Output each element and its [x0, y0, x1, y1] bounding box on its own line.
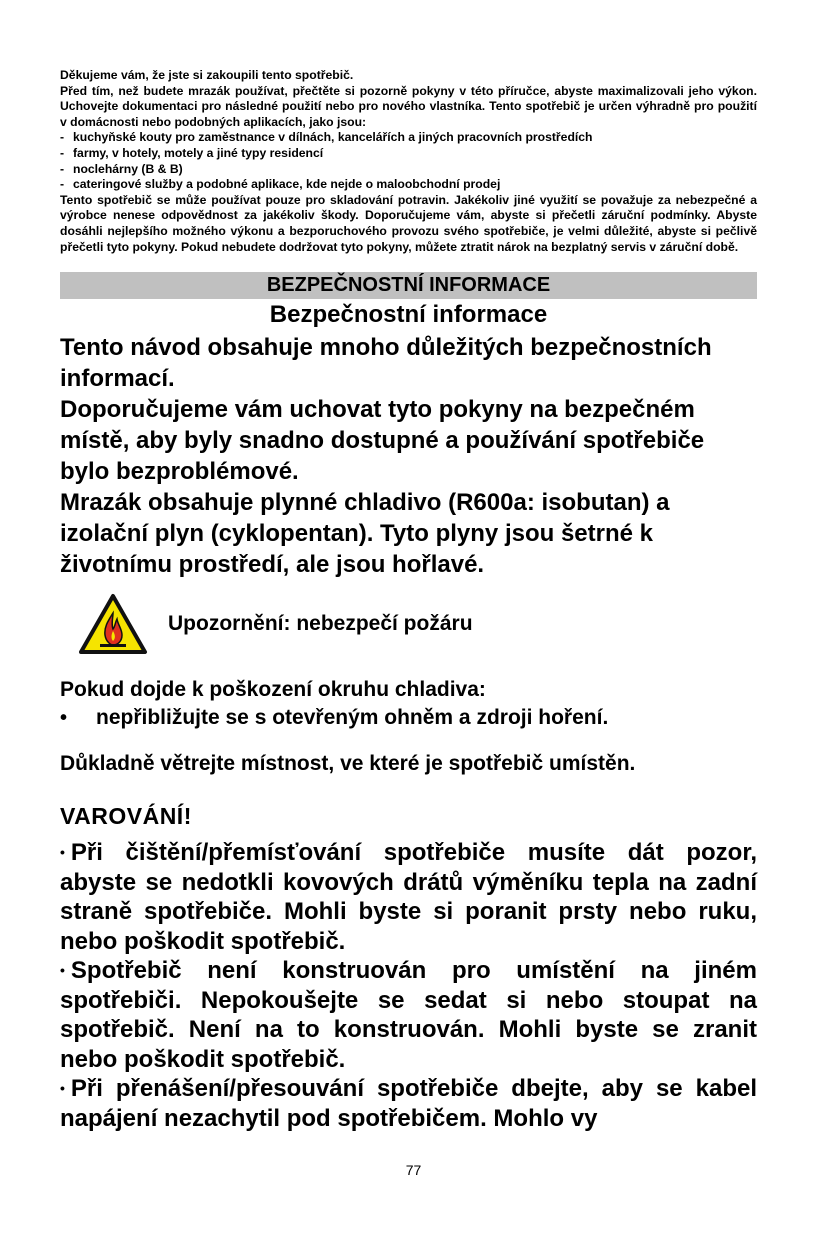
bullet-mark: • — [60, 962, 65, 979]
damage-bullet-text: nepřibližujte se s otevřeným ohněm a zdroji hoření. — [96, 706, 609, 730]
warning-item — [60, 956, 757, 1074]
list-item: - noclehárny (B & B) — [60, 162, 757, 178]
bullet-mark: • — [60, 707, 68, 730]
safety-text — [60, 332, 757, 580]
intro-thanks: Děkujeme vám, že jste si zakoupili tento spotřebič. — [60, 68, 354, 82]
warning-list — [60, 838, 757, 1133]
fire-warning — [60, 592, 757, 656]
ventilate-text: Důkladně větrejte místnost, ve které je spotřebič umístěn. — [60, 752, 636, 776]
manual-page — [60, 68, 757, 1133]
varovani-heading: VAROVÁNÍ! — [60, 803, 192, 830]
usage-list — [60, 130, 757, 192]
list-item: - kuchyňské kouty pro zaměstnance v dílnách, kancelářích a jiných pracovních prostředích — [60, 130, 757, 146]
safety-paragraph-2: Doporučujeme vám uchovat tyto pokyny na bezpečném místě, aby byly snadno dostupné a používání spotřebiče bylo bezproblémové. — [60, 396, 705, 486]
section-banner: BEZPEČNOSTNÍ INFORMACE — [60, 272, 757, 299]
warning-item-text: Při přenášení/přesouvání spotřebiče dbejte, aby se kabel napájení nezachytil pod spotřebičem. Mohlo vy — [60, 1075, 757, 1132]
bullet-mark: • — [60, 844, 65, 861]
safety-paragraph-3: Mrazák obsahuje plynné chladivo (R600a: isobutan) a izolační plyn (cyklopentan). Tyto plyny jsou šetrné k životnímu prostředí, ale jsou hořlavé. — [60, 489, 670, 579]
page-number: 77 — [405, 1162, 422, 1178]
safety-paragraph-1: Tento návod obsahuje mnoho důležitých bezpečnostních informací. — [60, 334, 712, 393]
bullet-mark: • — [60, 1080, 65, 1097]
list-item: - farmy, v hotely, motely a jiné typy residencí — [60, 146, 757, 162]
intro-section — [60, 68, 757, 255]
section-subtitle: Bezpečnostní informace — [269, 301, 548, 329]
intro-paragraph: Před tím, než budete mrazák používat, přečtěte si pozorně pokyny v této příručce, abyste maximalizovali jeho výkon. Uchovejte dokumentaci pro následné použití nebo pro nového vlastníka. Tento spotřebič je určen výhradně pro použití v domácnosti nebo podobných aplikacích, jako jsou: — [60, 83, 757, 129]
warning-item — [60, 1074, 757, 1133]
damage-heading: Pokud dojde k poškození okruhu chladiva: — [60, 678, 486, 702]
warning-item-text: Spotřebič není konstruován pro umístění na jiném spotřebiči. Nepokoušejte se sedat si nebo stoupat na spotřebič. Není na to konstruován. Mohli byste se zranit nebo poškodit spotřebič. — [60, 957, 757, 1073]
fire-hazard-warning-icon — [78, 593, 148, 655]
intro-usage-paragraph: Tento spotřebič se může používat pouze pro skladování potravin. Jakékoliv jiné využití se považuje za nebezpečné a výrobce nenese odpovědnost za jakékoliv škody. Doporučujeme vám, abyste si přečetli záruční podmínky. Abyste dosáhli nejlepšího možného výkonu a bezporuchového provozu svého spotřebiče, je velmi důležité, abyste si pečlivě přečetli tyto pokyny. Pokud nebudete dodržovat tyto pokyny, můžete ztratit nárok na bezplatný servis v záruční době. — [60, 192, 757, 254]
fire-warning-label: Upozornění: nebezpečí požáru — [168, 612, 473, 636]
warning-item-text: Při čištění/přemísťování spotřebiče musíte dát pozor, abyste se nedotkli kovových drátů výměníku tepla na zadní straně spotřebiče. Mohli byste si poranit prsty nebo ruku, nebo poškodit spotřebič. — [60, 839, 757, 955]
warning-item — [60, 838, 757, 956]
list-item: - cateringové služby a podobné aplikace, kde nejde o maloobchodní prodej — [60, 177, 757, 193]
damage-bullet — [60, 704, 757, 732]
